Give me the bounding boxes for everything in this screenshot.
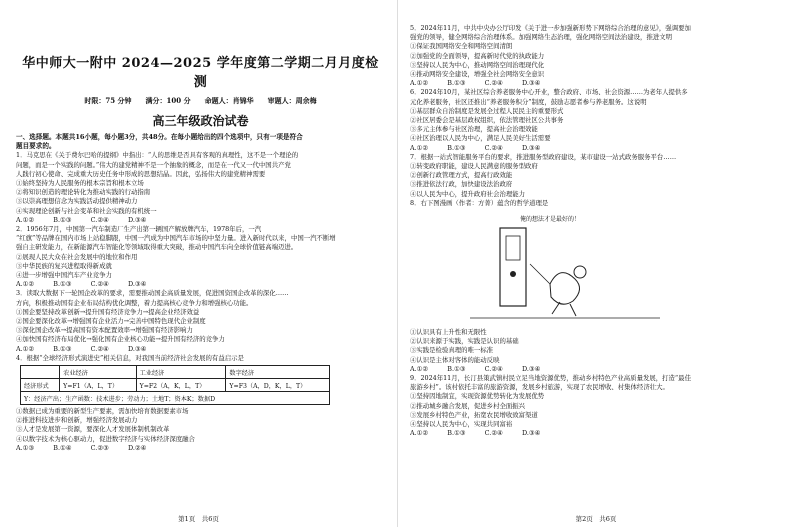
text-line: A.①② B.①③ C.②④ D.③④ xyxy=(410,143,541,152)
text-line: 方向，积极推动国有企业布局结构优化调整，着力提高核心竞争力和增强核心功能。 xyxy=(16,298,253,307)
subject-title: 高三年级政治试卷 xyxy=(152,114,249,128)
text-line: 问题，而是一个实践的问题。”伟大的建党精神不是一个抽象的概念，而是在一代又一代中国共产党 xyxy=(16,160,291,169)
text-line: ③实践是检验真理的唯一标准 xyxy=(410,346,494,355)
question-block-left xyxy=(16,151,385,363)
text-line: 旅游乡村”。该村依托丰富的旅游资源，发展乡村旅游，实现了农民增收、村集体经济壮大。 xyxy=(410,383,669,392)
text-line: A.①② B.①③ C.②④ D.③④ xyxy=(16,344,147,353)
text-line: ①始终坚持为人民服务的根本宗旨和根本立场 xyxy=(16,179,144,188)
table-header xyxy=(21,366,60,379)
text-line: ④社区治理以人民为中心，满足人民美好生活需要 xyxy=(410,134,551,143)
page-right xyxy=(397,0,794,527)
text-line: A.①② B.①③ C.②④ D.③④ xyxy=(16,280,147,289)
table-header: 农业经济 xyxy=(60,366,136,379)
text-line: ④认识是主体对客体的能动反映 xyxy=(410,355,500,364)
table-header: 数字经济 xyxy=(226,366,330,379)
text-line: 5．2024年11月，中共中央办公厅印发《关于进一步加强新形势下网络综合治理的意见》，强调要加 xyxy=(410,24,691,32)
text-line: A.①③ B.①④ C.②③ D.②④ xyxy=(16,443,147,452)
question-block-right-2 xyxy=(410,328,780,438)
text-line: ②认识来源于实践，实践是认识的基础 xyxy=(410,337,519,346)
text-line: 4．根据“全球经济形式演进史”相关信息，对我国当前经济社会发展的有益启示是 xyxy=(16,353,244,362)
text-line: 1．马克思在《关于费尔巴哈的提纲》中指出：“人的思维是否具有客观的真理性，这不是一个理论的 xyxy=(16,151,299,160)
text-line: ②推进科技进步和创新，增强经济发展动力 xyxy=(16,416,138,425)
text-line: ④推动网络安全建设，增强全社会网络安全意识 xyxy=(410,70,545,79)
question-block-right xyxy=(410,24,780,208)
text-line: 7．根据一站式智能服务平台的要求，推进服务型政府建设，某市建设一站式政务服务平台…… xyxy=(410,152,677,161)
text-line: 元化养老服务，社区还推出“养老服务积分”制度，鼓励志愿者参与养老服务。这说明 xyxy=(410,97,647,106)
text-line: ②社区居委会是基层政权组织，依法管理社区公共事务 xyxy=(410,116,564,125)
text-line: A.①② B.①③ C.②④ D.③④ xyxy=(410,79,541,88)
text-line: 9．2024年11月，长汀县策武镇村民立足当地资源优势，推动乡村特色产业高质量发展，打造“最佳 xyxy=(410,374,691,383)
cartoon-caption: 俺的想法才是最好的！ xyxy=(520,216,581,224)
exam-meta: 时限：75 分钟 满分：100 分 命题人：肖锦华 审题人：周余梅 xyxy=(84,96,317,105)
text-line: 6．2024年10月，某社区综合养老服务中心开业，整合政府、市场、社会资源……为老年人提供多 xyxy=(410,88,688,97)
text-line: ④实现理论创新与社会变革和社会实践的有机统一 xyxy=(16,206,157,215)
text-line: ③坚持以人民为中心，推动网络空间治理现代化 xyxy=(410,60,545,69)
text-line: “红旗”等品牌在国内市场上站稳脚跟，中国一汽成为中国汽车市场的中坚力量。进入新时代以来，中国一汽不断增 xyxy=(16,234,336,243)
text-line: ①国企要坚持改革创新→提升国有经济竞争力→提高企业经济效益 xyxy=(16,307,200,316)
text-line: ①保证我国网络安全和网络空间清朗 xyxy=(410,42,513,51)
text-line: A.①② B.①③ C.②④ D.③④ xyxy=(410,364,541,373)
text-line: ④加快国有经济布局优化→强化国有企业核心功能→提升国有经济的竞争力 xyxy=(16,335,225,344)
section-title: 一、选择题。本题共16小题，每小题3分，共48分。在每小题给出的四个选项中，只有一项是符合 xyxy=(16,133,303,141)
text-line: A.①② B.①③ C.②④ D.③④ xyxy=(410,429,541,438)
text-line: 强自主研发能力，在新能源汽车智能化等领域取得重大突破，推动中国汽车向全球价值链高端迈进。 xyxy=(16,243,298,252)
text-line: ③人才是发展第一资源，要深化人才发展体制机制改革 xyxy=(16,425,170,434)
table-cell: Y=F2（A，K，L，T） xyxy=(136,379,226,392)
text-line: ③深化国企改革→提高国有资本配置效率→增强国有经济影响力 xyxy=(16,326,193,335)
text-line: 3．读取大数据下一轮国企改革的要求，需要推动国企高质量发展，促进国资国企改革的深化…… xyxy=(16,289,289,298)
text-line: A.①② B.①③ C.②④ D.③④ xyxy=(16,215,147,224)
text-line: ③发展乡村特色产业，拓宽农民增收致富渠道 xyxy=(410,410,538,419)
text-line: ①数据已成为重要的新型生产要素，需加快培育数据要素市场 xyxy=(16,407,189,416)
cartoon-drawing xyxy=(460,214,670,324)
text-line: 2．1956年7月，中国第一汽车制造厂生产出第一辆国产解放牌汽车，1978年后，一汽 xyxy=(16,225,262,234)
text-line: ①基层群众自治制度是发展全过程人民民主的重要形式 xyxy=(410,106,564,115)
text-line: 8．右下图漫画（作者：方菁）蕴含的哲学道理是 xyxy=(410,198,549,207)
table-cell: 经济形式 xyxy=(21,379,60,392)
page-footer: 第2页 共6页 xyxy=(575,515,617,523)
economy-table xyxy=(20,365,330,405)
text-line: ①转变政府职能，建设人民满意的服务型政府 xyxy=(410,162,538,171)
text-line: ③中华民族的复兴进程取得新成就 xyxy=(16,261,112,270)
table-cell: Y=F1（A，L，T） xyxy=(60,379,136,392)
section-title-2: 题目要求的。 xyxy=(16,142,56,151)
text-line: ②展现人民大众在社会发展中的地位和作用 xyxy=(16,252,138,261)
text-line: 人践行初心使命、完成重大历史任务中形成的思想结晶。因此，弘扬伟大的建党精神需要 xyxy=(16,169,266,178)
question-block-left-2 xyxy=(16,407,385,453)
table-note: Y：经济产出；生产函数：技术进步；劳动力；土地T；资本K；数据D xyxy=(21,392,330,405)
text-line: ①认识具有上升性和无限性 xyxy=(410,328,487,337)
table-header: 工业经济 xyxy=(136,366,226,379)
text-line: ③推进依法行政，加快建设法治政府 xyxy=(410,180,513,189)
text-line: ③以崇高理想信念为实践活动提供精神动力 xyxy=(16,197,138,206)
text-line: 强党的领导，健全网络综合治理体系。加强网络生态治理，强化网络空间法治建设，推进文明 xyxy=(410,33,673,42)
text-line: ④以人民为中心，提升政府社会治理能力 xyxy=(410,189,526,198)
text-line: ②加强党的全面领导，提高新时代党的执政能力 xyxy=(410,51,545,60)
table-cell: Y=F3（A，D，K，L，T） xyxy=(226,379,330,392)
text-line: ③多元主体参与社区治理，提高社会治理效能 xyxy=(410,125,538,134)
text-line: ①坚持因地制宜，实现资源优势转化为发展优势 xyxy=(410,392,545,401)
exam-title: 华中师大一附中 2024—2025 学年度第二学期二月月度检测 xyxy=(22,56,379,90)
text-line: ②推动城乡融合发展，促进乡村全面振兴 xyxy=(410,401,526,410)
page-footer: 第1页 共6页 xyxy=(178,515,219,523)
text-line: ②国企要深化改革→增强国有企业活力→完善中国特色现代企业制度 xyxy=(16,317,206,326)
text-line: ④以数字技术为核心驱动力，促进数字经济与实体经济深度融合 xyxy=(16,434,195,443)
cartoon-illustration xyxy=(460,214,670,324)
text-line: ②将知识创造的理论转化为推动实践的行动指南 xyxy=(16,188,151,197)
text-line: ②创新行政管理方式，提高行政效能 xyxy=(410,171,513,180)
text-line: ④进一步增强中国汽车产业竞争力 xyxy=(16,271,112,280)
text-line: ④坚持以人民为中心，实现共同富裕 xyxy=(410,420,513,429)
